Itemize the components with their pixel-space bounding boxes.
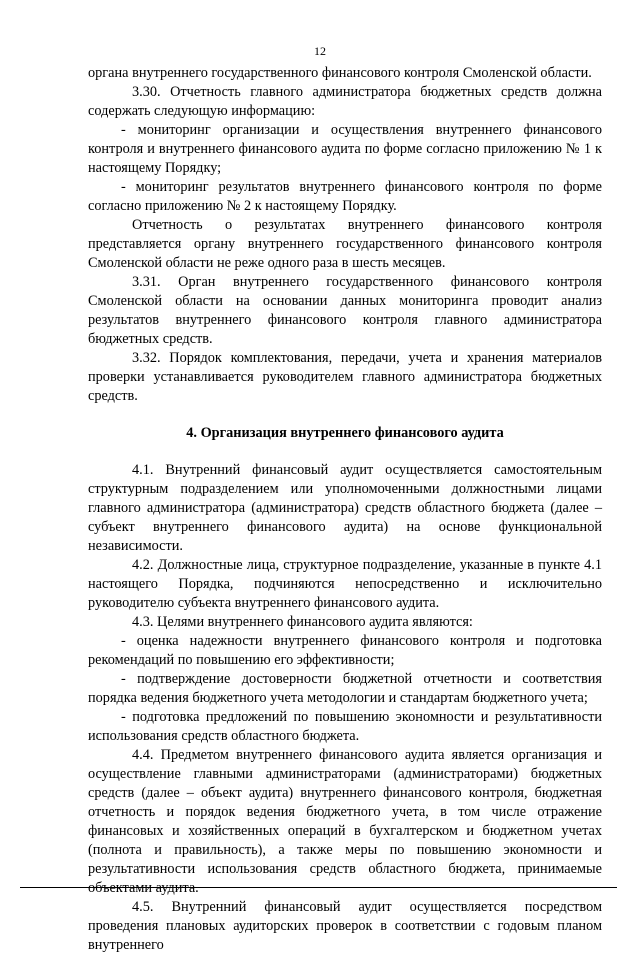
paragraph: 4.5. Внутренний финансовый аудит осуществляется посредством проведения плановых аудиторских проверок в соответствии с годовым планом внутреннего	[88, 899, 602, 953]
paragraph: 3.32. Порядок комплектования, передачи, учета и хранения материалов проверки устанавливается руководителем главного администратора бюджетных средств.	[88, 350, 602, 404]
bullet-item: - мониторинг результатов внутреннего финансового контроля по форме согласно приложению № 2 к настоящему Порядку.	[88, 179, 602, 214]
bullet-item: - подготовка предложений по повышению экономности и результативности использования средств областного бюджета.	[88, 709, 602, 744]
paragraph: 4.4. Предметом внутреннего финансового аудита является организация и осуществление главными администраторами (администраторами) бюджетных средств (далее – объект аудита) внутреннего финансового контроля, бюджетная отчетность и порядок ведения бюджетного учета, в том числе отражение финансовых и хозяйственных операций в бухгалтерском и бюджетном учетах (полнота и правильность), а также меры по повышению экономности и результативности использования средств областного бюджета, принимаемые объектами аудита.	[88, 747, 602, 896]
bullet-item: - оценка надежности внутреннего финансового контроля и подготовка рекомендаций по повышению его эффективности;	[88, 633, 602, 668]
bullet-item: - подтверждение достоверности бюджетной отчетности и соответствия порядка ведения бюджетного учета методологии и стандартам бюджетного учета;	[88, 671, 602, 706]
bullet-item: - мониторинг организации и осуществления внутреннего финансового контроля и внутреннего финансового аудита по форме согласно приложению № 1 к настоящему Порядку;	[88, 122, 602, 176]
paragraph: 3.31. Орган внутреннего государственного финансового контроля Смоленской области на основании данных мониторинга проводит анализ результатов внутреннего финансового контроля главного администратора бюджетных средств.	[88, 274, 602, 347]
section-heading: 4. Организация внутреннего финансового аудита	[186, 425, 504, 441]
paragraph: 4.3. Целями внутреннего финансового аудита являются:	[132, 614, 473, 630]
paragraph: Отчетность о результатах внутреннего финансового контроля представляется органу внутреннего государственного финансового контроля Смоленской области не реже одного раза в шесть месяцев.	[88, 217, 602, 271]
footer-divider	[20, 887, 617, 888]
page-number: 12	[314, 44, 326, 58]
document-body	[88, 64, 602, 955]
paragraph: органа внутреннего государственного финансового контроля Смоленской области.	[88, 65, 592, 81]
paragraph: 4.1. Внутренний финансовый аудит осуществляется самостоятельным структурным подразделением или уполномоченными должностными лицами главного администратора (администратора) средств областного бюджета (далее – субъект внутреннего финансового аудита) на основе функциональной независимости.	[88, 462, 602, 554]
paragraph: 3.30. Отчетность главного администратора бюджетных средств должна содержать следующую информацию:	[88, 84, 602, 119]
paragraph: 4.2. Должностные лица, структурное подразделение, указанные в пункте 4.1 настоящего Порядка, подчиняются непосредственно и исключительно руководителю субъекта внутреннего финансового аудита.	[88, 557, 602, 611]
